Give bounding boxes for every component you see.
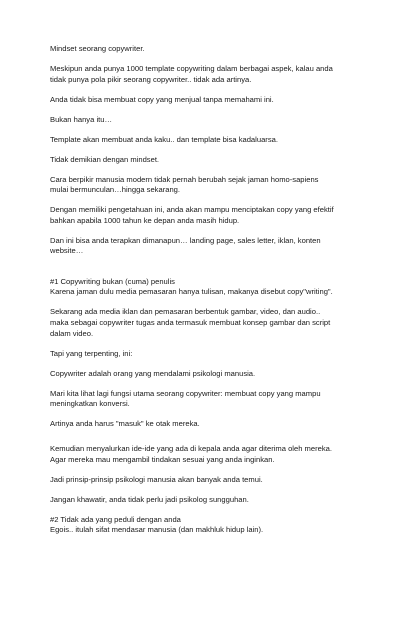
text-line: Tidak demikian dengan mindset. [50, 154, 160, 164]
section-heading-paragraph [50, 515, 363, 536]
paragraph [50, 236, 363, 257]
paragraph [50, 115, 363, 126]
paragraph [50, 175, 363, 196]
text-line: Bukan hanya itu… [50, 114, 113, 124]
paragraph [50, 389, 363, 410]
text-line: Mari kita lihat lagi fungsi utama seorang copywriter: membuat copy yang mampu [50, 388, 321, 398]
paragraph [50, 205, 363, 226]
paragraph [50, 64, 363, 85]
text-line: Dengan memiliki pengetahuan ini, anda akan mampu menciptakan copy yang efektif [50, 205, 334, 215]
paragraph [50, 135, 363, 146]
text-line: Mindset seorang copywriter. [50, 44, 145, 53]
document-title [50, 44, 363, 55]
paragraph [50, 95, 363, 106]
text-line: Meskipun anda punya 1000 template copywriting dalam berbagai aspek, kalau anda [50, 63, 333, 73]
document-body [50, 44, 363, 536]
text-line: tidak punya pola pikir seorang copywriter.. tidak ada artinya. [50, 74, 252, 84]
text-line: maka sebagai copywriter tugas anda termasuk membuat konsep gambar dan script [50, 318, 331, 328]
text-line: Kemudian menyalurkan ide-ide yang ada di kepala anda agar diterima oleh mereka. [50, 444, 332, 454]
section-heading-paragraph [50, 277, 363, 298]
paragraph [50, 495, 363, 506]
text-line: Agar mereka mau mengambil tindakan sesuai yang anda inginkan. [50, 454, 275, 464]
text-line: website… [50, 246, 84, 256]
text-line: Copywriter adalah orang yang mendalami psikologi manusia. [50, 368, 256, 378]
paragraph [50, 155, 363, 166]
paragraph [50, 307, 363, 339]
text-line: Anda tidak bisa membuat copy yang menjual tanpa memahami ini. [50, 94, 274, 104]
text-line: Egois.. itulah sifat mendasar manusia (dan makhluk hidup lain). [50, 525, 264, 535]
text-line: Jadi prinsip-prinsip psikologi manusia akan banyak anda temui. [50, 474, 263, 484]
text-line: meningkatkan konversi. [50, 399, 130, 409]
text-line: bahkan apabila 1000 tahun ke depan anda masih hidup. [50, 215, 240, 225]
text-line: Cara berpikir manusia modern tidak pernah berubah sejak jaman homo-sapiens [50, 174, 319, 184]
paragraph [50, 444, 363, 465]
text-line: #1 Copywriting bukan (cuma) penulis [50, 276, 175, 286]
text-line: dalam video. [50, 328, 94, 338]
text-line: #2 Tidak ada yang peduli dengan anda [50, 514, 181, 524]
paragraph [50, 369, 363, 380]
paragraph [50, 419, 363, 430]
text-line: Artinya anda harus "masuk" ke otak mereka. [50, 419, 200, 429]
text-line: Template akan membuat anda kaku.. dan template bisa kadaluarsa. [50, 134, 278, 144]
paragraph [50, 349, 363, 360]
text-line: Jangan khawatir, anda tidak perlu jadi psikolog sungguhan. [50, 494, 249, 504]
paragraph [50, 475, 363, 486]
text-line: Sekarang ada media iklan dan pemasaran berbentuk gambar, video, dan audio.. [50, 307, 321, 317]
text-line: Dan ini bisa anda terapkan dimanapun… landing page, sales letter, iklan, konten [50, 235, 321, 245]
text-line: Karena jaman dulu media pemasaran hanya tulisan, makanya disebut copy"writing". [50, 287, 333, 297]
text-line: Tapi yang terpenting, ini: [50, 348, 133, 358]
text-line: mulai bermunculan…hingga sekarang. [50, 185, 181, 195]
